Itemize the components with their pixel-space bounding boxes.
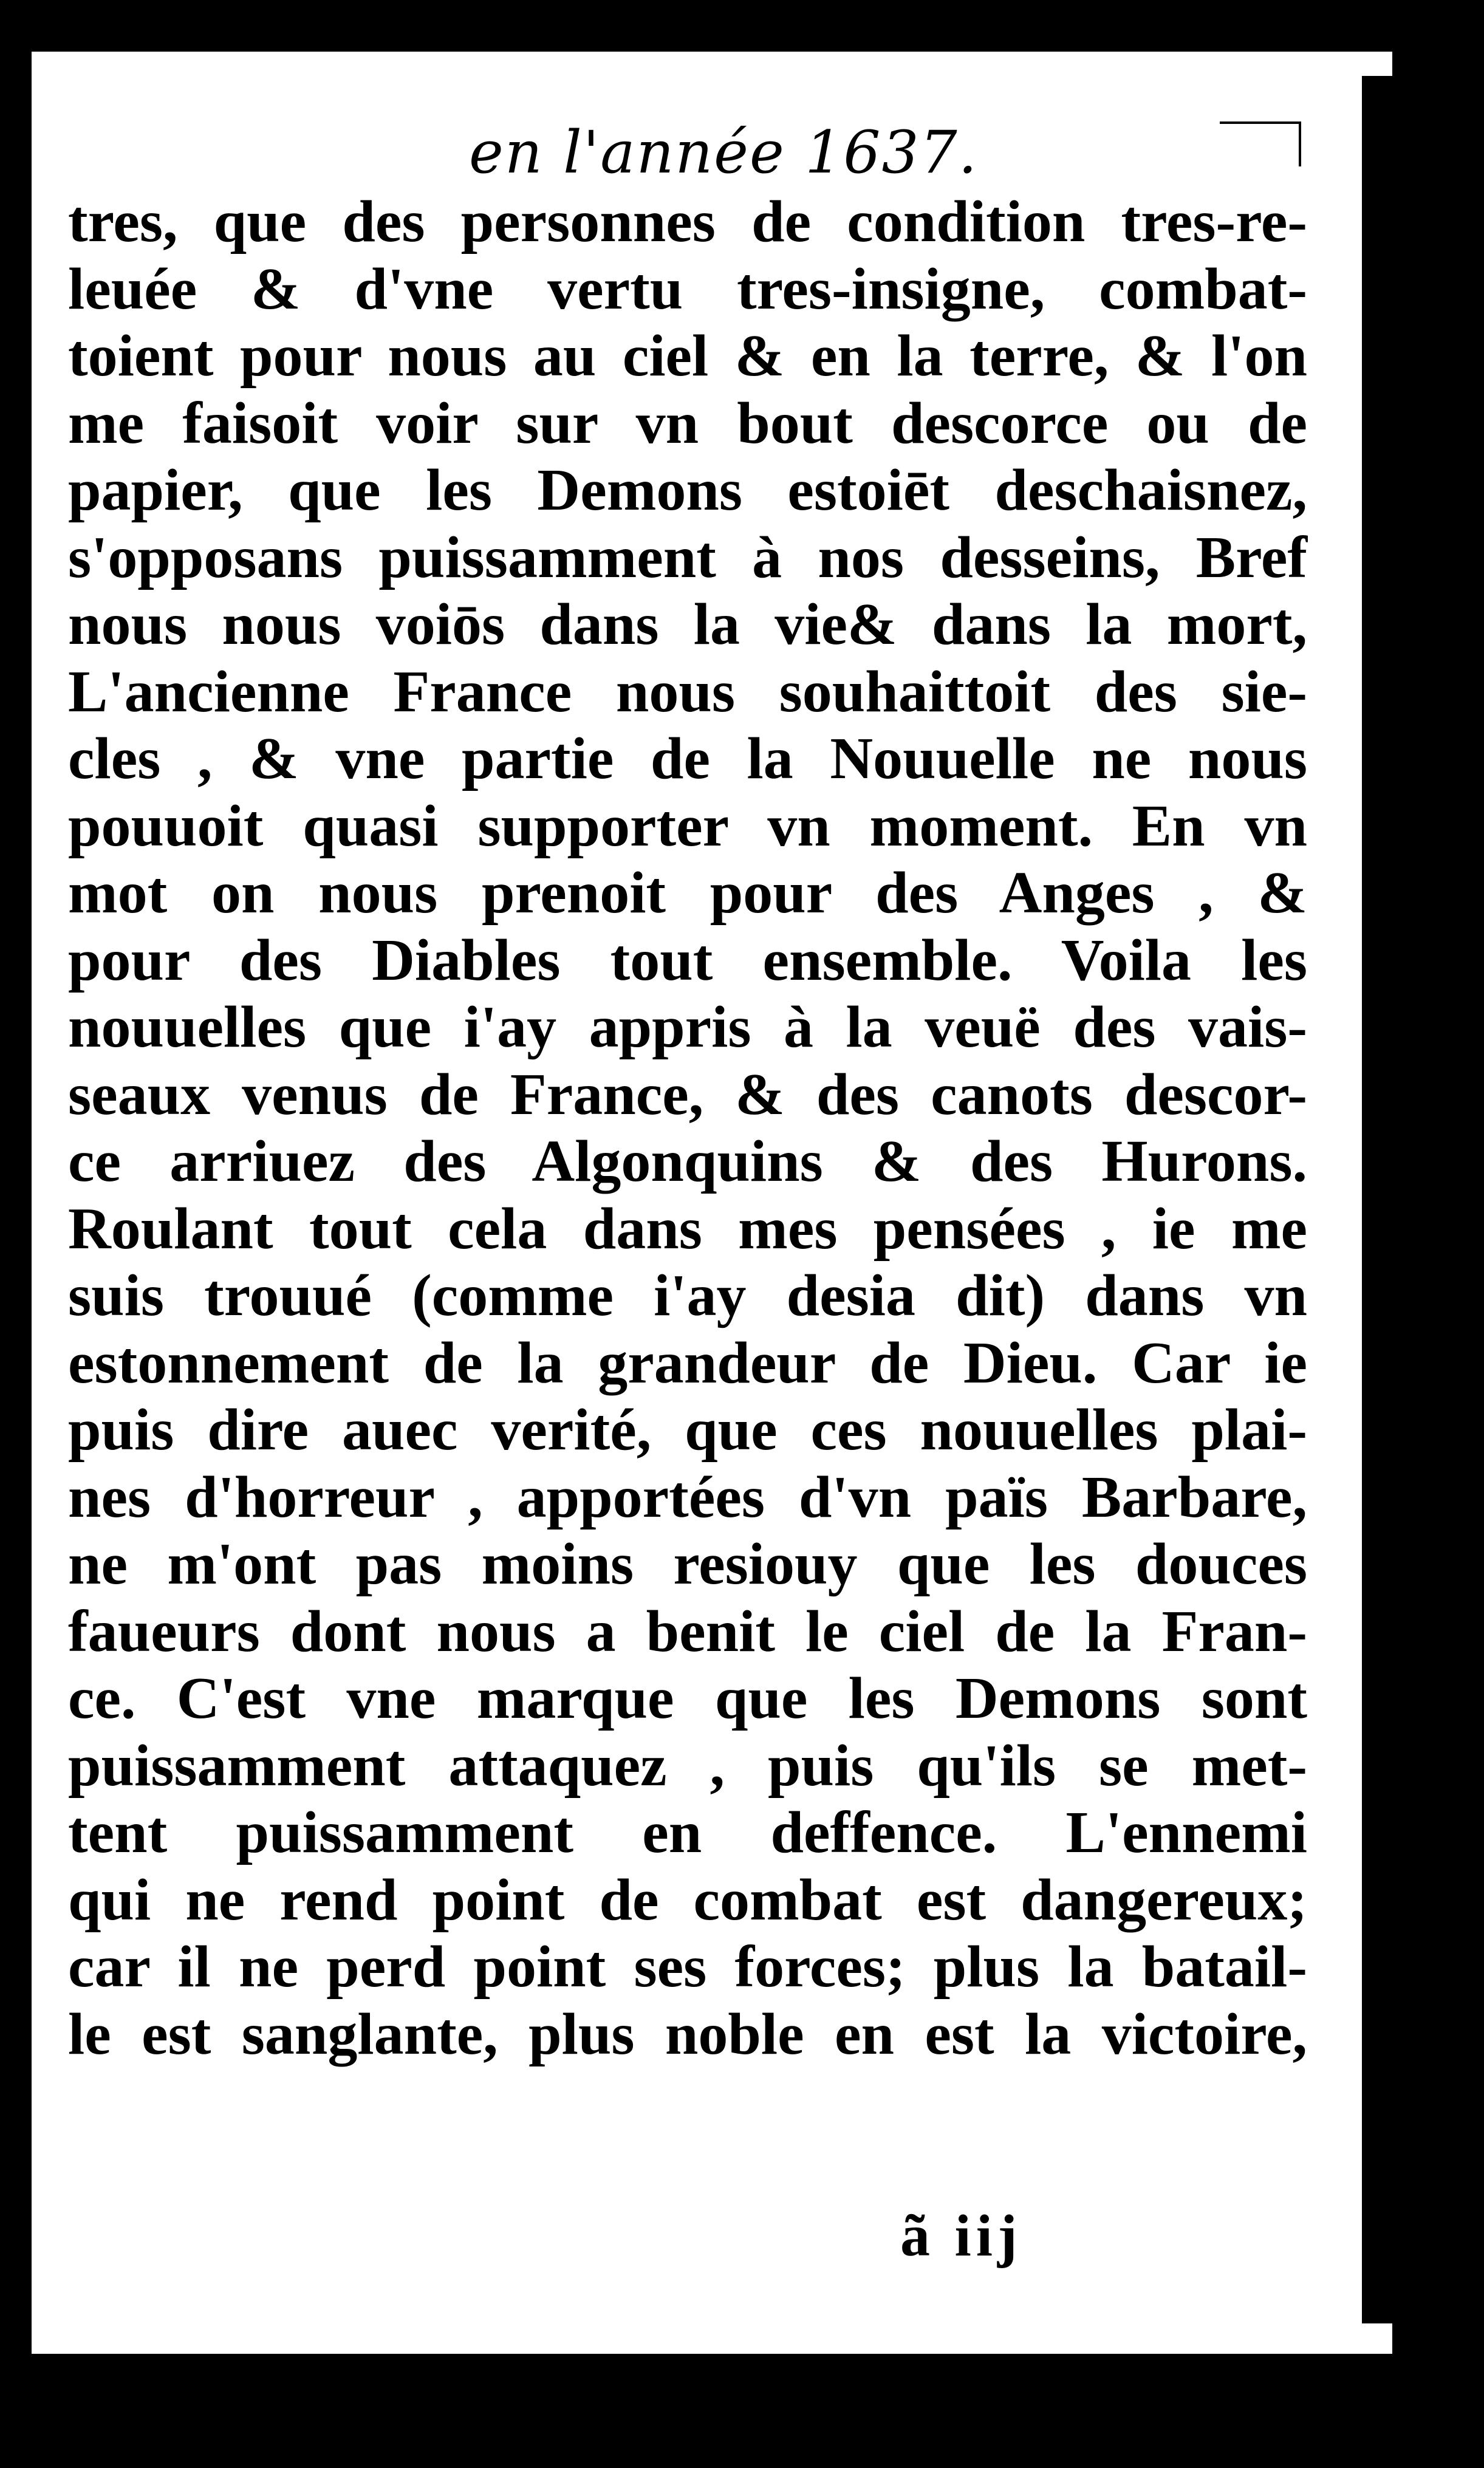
text-line: toient pour nous au ciel & en la terre, & l'on	[68, 323, 1307, 389]
text-line: puissamment attaquez , puis qu'ils se met-	[68, 1732, 1307, 1799]
text-line: estonnement de la grandeur de Dieu. Car ie	[68, 1330, 1307, 1396]
text-line: nous nous voiōs dans la vie& dans la mort,	[68, 592, 1307, 657]
text-line: faueurs dont nous a benit le ciel de la Fran-	[68, 1598, 1307, 1664]
text-line: nes d'horreur , apportées d'vn païs Barbare,	[68, 1464, 1307, 1530]
text-line: seaux venus de France, & des canots descor-	[68, 1061, 1307, 1127]
text-line: leuée & d'vne vertu tres-insigne, combat-	[68, 256, 1307, 322]
running-header: en l'année 1637.	[469, 118, 979, 186]
text-line: pouuoit quasi supporter vn moment. En vn	[68, 793, 1307, 859]
text-line: le est sanglante, plus noble en est la victoire,	[68, 2001, 1307, 2067]
text-line: nouuelles que i'ay appris à la veuë des vais-	[68, 994, 1307, 1060]
text-line: cles , & vne partie de la Nouuelle ne nous	[68, 726, 1307, 791]
text-line: puis dire auec verité, que ces nouuelles plai-	[68, 1397, 1307, 1463]
signature-mark: ã iij	[900, 2203, 1022, 2269]
text-line: Roulant tout cela dans mes pensées , ie me	[68, 1195, 1307, 1262]
text-line: ce. C'est vne marque que les Demons sont	[68, 1666, 1307, 1731]
text-line: car il ne perd point ses forces; plus la batail-	[68, 1934, 1307, 2000]
page-corner-mark	[1220, 121, 1301, 166]
text-line: papier, que les Demons estoiēt deschaisnez,	[68, 457, 1307, 523]
text-line: me faisoit voir sur vn bout descorce ou de	[68, 390, 1307, 456]
text-line: tres, que des personnes de condition tres-re-	[68, 189, 1307, 255]
text-line: pour des Diables tout ensemble. Voila les	[68, 927, 1307, 993]
text-line: ce arriuez des Algonquins & des Hurons.	[68, 1129, 1307, 1194]
text-line: suis trouué (comme i'ay desia dit) dans vn	[68, 1263, 1307, 1328]
text-line: qui ne rend point de combat est dangereux;	[68, 1867, 1307, 1933]
body-text	[68, 188, 1307, 2068]
text-line: tent puissamment en deffence. L'ennemi	[68, 1800, 1307, 1865]
text-line: s'opposans puissamment à nos desseins, Bref	[68, 524, 1307, 590]
text-line: mot on nous prenoit pour des Anges , &	[68, 860, 1307, 926]
book-page	[32, 52, 1392, 2354]
text-line: L'ancienne France nous souhaittoit des sie-	[68, 658, 1307, 725]
text-line: ne m'ont pas moins resiouy que les douces	[68, 1531, 1307, 1597]
